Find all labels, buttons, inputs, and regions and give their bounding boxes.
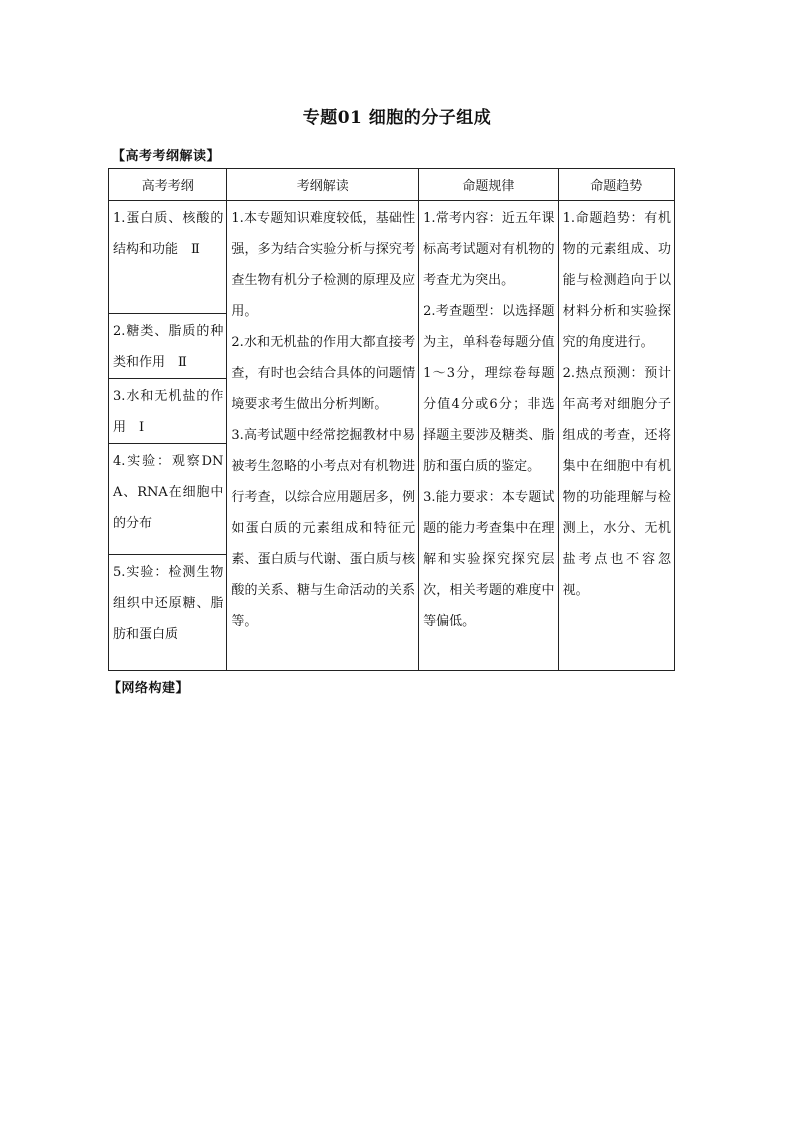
header-interpretation: 考纲解读	[227, 169, 419, 201]
trends-cell	[558, 201, 674, 671]
outline-item: 4.实验：观察DNA、RNA在细胞中的分布	[113, 454, 224, 531]
outline-cell	[109, 555, 227, 671]
outline-item: 5.实验：检测生物组织中还原糖、脂肪和蛋白质	[113, 565, 224, 642]
interpretation-item: 2.水和无机盐的作用大都直接考查，有时也会结合具体的问题情境要求考生做出分析判断。	[231, 335, 416, 412]
outline-cell	[109, 379, 227, 444]
trend-item: 2.热点预测：预计年高考对细胞分子组成的考查，还将集中在细胞中有机物的功能理解与检测上，水分、无机盐考点也不容忽视。	[562, 366, 671, 598]
header-trends: 命题趋势	[558, 169, 674, 201]
pattern-item: 3.能力要求：本专题试题的能力考查集中在理解和实验探究探究层次，相关考题的难度中等偏低。	[423, 490, 555, 629]
interpretation-item: 3.高考试题中经常挖掘教材中易被考生忽略的小考点对有机物进行考查，以综合应用题居多，例如蛋白质的元素组成和特征元素、蛋白质与代谢、蛋白质与核酸的关系、糖与生命活动的关系等。	[231, 428, 416, 629]
document-title: 专题01 细胞的分子组成	[302, 108, 492, 128]
header-outline: 高考考纲	[109, 169, 227, 201]
pattern-item: 2.考查题型：以选择题为主，单科卷每题分值1～3分，理综卷每题分值4分或6分；非选择题主要涉及糖类、脂肪和蛋白质的鉴定。	[423, 304, 555, 474]
outline-cell	[109, 314, 227, 379]
header-patterns: 命题规律	[419, 169, 558, 201]
interpretation-item: 1.本专题知识难度较低，基础性强，多为结合实验分析与探究考查生物有机分子检测的原理及应用。	[231, 211, 416, 319]
table-header-row	[109, 169, 675, 201]
outline-cell	[109, 444, 227, 555]
patterns-cell	[419, 201, 558, 671]
outline-item: 1.蛋白质、核酸的结构和功能 Ⅱ	[113, 211, 224, 257]
trend-item: 1.命题趋势：有机物的元素组成、功能与检测趋向于以材料分析和实验探究的角度进行。	[562, 211, 671, 350]
exam-outline-table	[108, 168, 675, 671]
table-row	[109, 201, 675, 314]
outline-item: 3.水和无机盐的作用 Ⅰ	[113, 389, 224, 435]
outline-item: 2.糖类、脂质的种类和作用 Ⅱ	[113, 324, 224, 370]
network-construction-heading: 【网络构建】	[108, 681, 190, 696]
exam-outline-heading: 【高考考纲解读】	[112, 149, 221, 164]
interpretation-cell	[227, 201, 419, 671]
outline-cell	[109, 201, 227, 314]
pattern-item: 1.常考内容：近五年课标高考试题对有机物的考查尤为突出。	[423, 211, 555, 288]
